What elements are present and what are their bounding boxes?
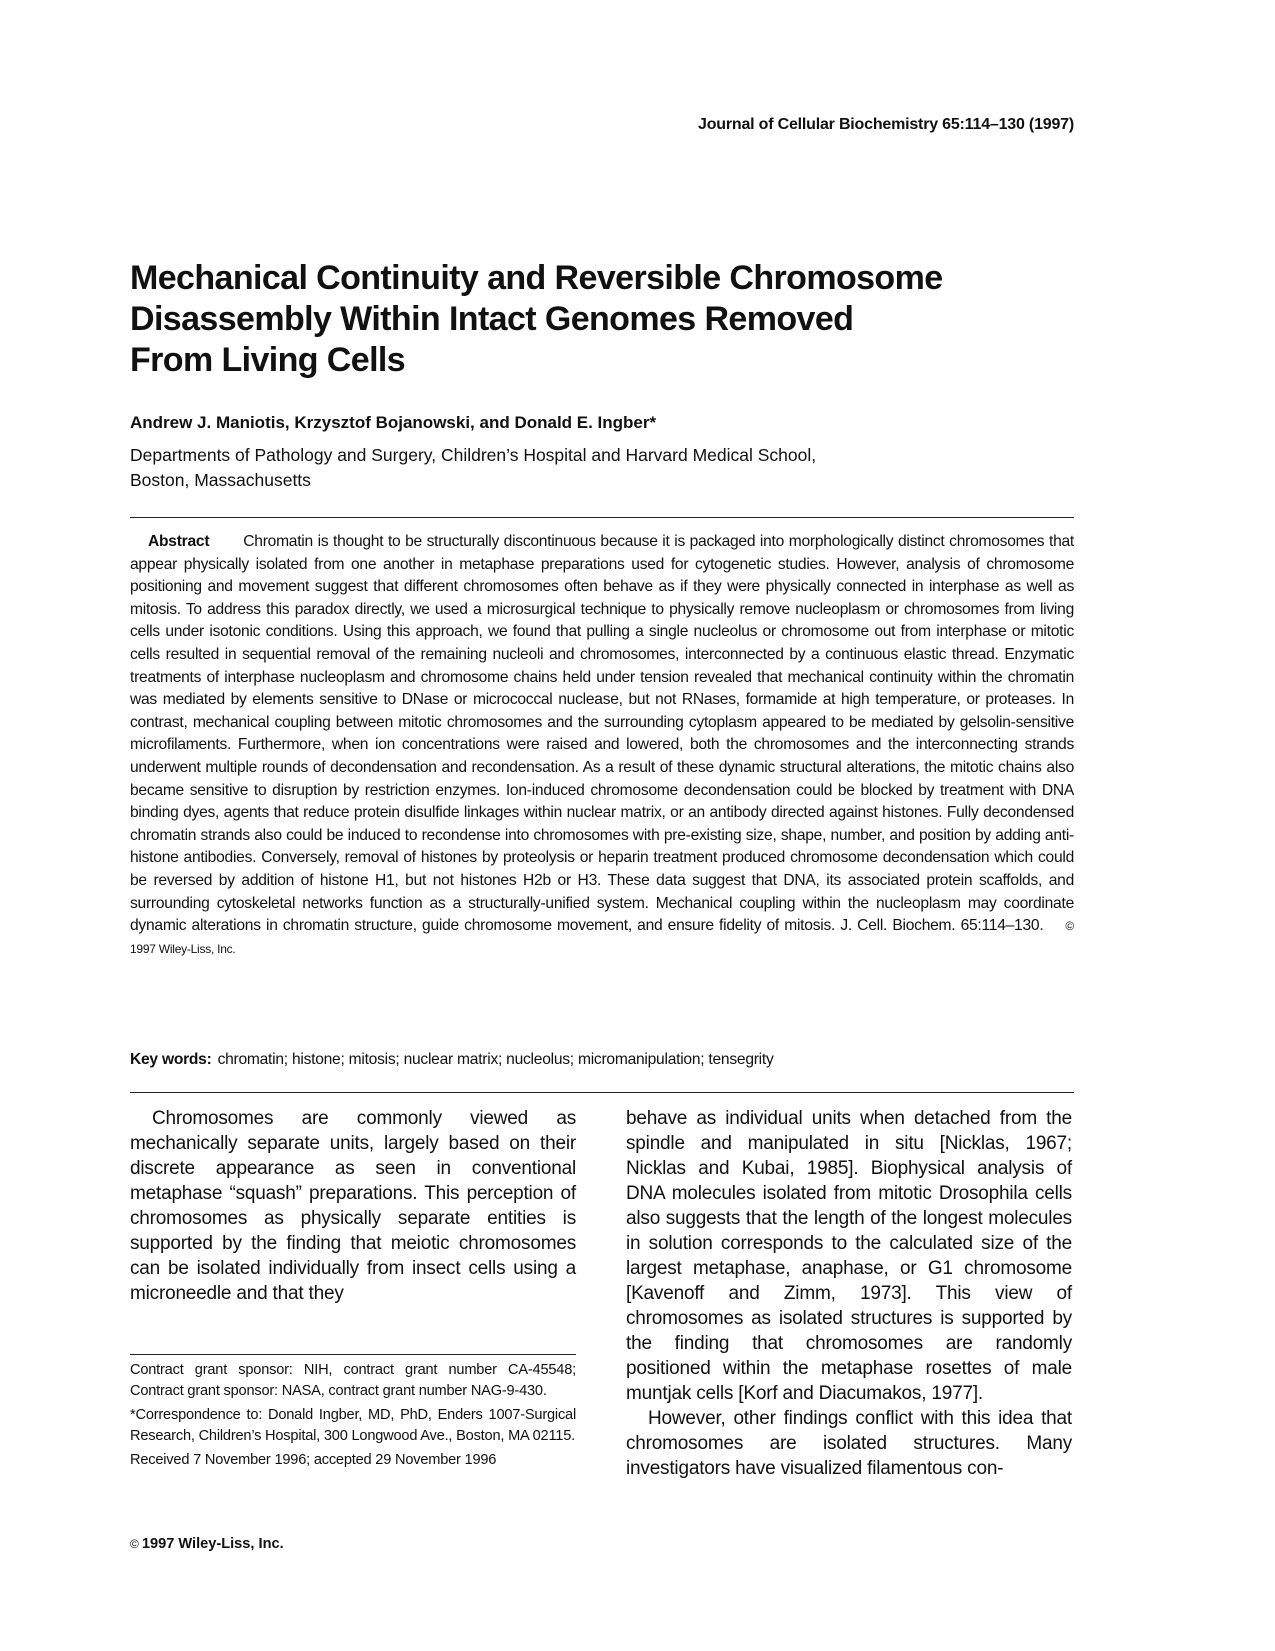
affiliation bbox=[130, 443, 1030, 493]
abstract bbox=[130, 531, 1074, 960]
footnote-correspondence: *Correspondence to: Donald Ingber, MD, PhD, Enders 1007-Surgical Research, Children’s Hospital, 300 Longwood Ave., Boston, MA 02115. bbox=[130, 1407, 576, 1444]
body-paragraph: However, other findings conflict with this idea that chromosomes are isolated structures. Many investigators have visualized filamentous con- bbox=[626, 1408, 1072, 1479]
keywords-text: chromatin; histone; mitosis; nuclear matrix; nucleolus; micromanipulation; tensegrity bbox=[217, 1051, 774, 1068]
title-line-2: Disassembly Within Intact Genomes Removed bbox=[130, 300, 854, 338]
body-column-left bbox=[130, 1106, 576, 1306]
abstract-text: Chromatin is thought to be structurally discontinuous because it is packaged into morphologically distinct chromosomes that appear physically isolated from one another in metaphase preparations used for cytogenetic studies. However, analysis of chromosome positioning and movement suggest that different chromosomes often behave as if they were physically connected in interphase as well as mitosis. To address this paradox directly, we used a microsurgical technique to physically remove nucleoplasm or chromosomes from living cells under isotonic conditions. Using this approach, we found that pulling a single nucleolus or chromosome out from interphase or mitotic cells resulted in sequential removal of the remaining nucleoli and chromosomes, interconnected by a continuous elastic thread. Enzymatic treatments of interphase nucleoplasm and chromosome chains held under tension revealed that mechanical continuity within the chromatin was mediated by elements sensitive to DNase or micrococcal nuclease, but not RNases, formamide at high temperature, or proteases. In contrast, mechanical coupling between mitotic chromosomes and the surrounding cytoplasm appeared to be mediated by gelsolin-sensitive microfilaments. Furthermore, when ion concentrations were raised and lowered, both the chromosomes and the interconnecting strands underwent multiple rounds of decondensation and recondensation. As a result of these dynamic structural alterations, the mitotic chains also became sensitive to disruption by restriction enzymes. Ion-induced chromosome decondensation could be blocked by treatment with DNA binding dyes, agents that reduce protein disulfide linkages within nuclear matrix, or an antibody directed against histones. Fully decondensed chromatin strands also could be induced to recondense into chromosomes with pre-existing size, shape, number, and position by adding anti-histone antibodies. Conversely, removal of histones by proteolysis or heparin treatment produced chromosome decondensation which could be reversed by addition of histone H1, but not histones H2b or H3. These data suggest that DNA, its associated protein scaffolds, and surrounding cytoskeletal networks function as a structurally-unified system. Mechanical coupling within the nucleoplasm may coordinate dynamic alterations in chromatin structure, guide chromosome movement, and ensure fidelity of mitosis. J. Cell. Biochem. 65:114–130. bbox=[130, 533, 1074, 935]
author-list: Andrew J. Maniotis, Krzysztof Bojanowski, and Donald E. Ingber* bbox=[130, 413, 657, 432]
article-title bbox=[130, 258, 1090, 381]
abstract-copyright: © 1997 Wiley-Liss, Inc. bbox=[130, 919, 1074, 956]
abstract-top-divider bbox=[130, 517, 1074, 518]
affiliation-line-2: Boston, Massachusetts bbox=[130, 470, 311, 490]
bottom-copyright bbox=[130, 1536, 284, 1552]
keywords bbox=[130, 1051, 1074, 1069]
title-line-3: From Living Cells bbox=[130, 341, 406, 379]
abstract-bottom-divider bbox=[130, 1092, 1074, 1093]
title-line-1: Mechanical Continuity and Reversible Chromosome bbox=[130, 259, 943, 297]
copyright-symbol: © bbox=[130, 1537, 139, 1551]
footnote-divider bbox=[130, 1354, 576, 1355]
keywords-label: Key words: bbox=[130, 1051, 212, 1068]
body-column-right bbox=[626, 1106, 1072, 1481]
affiliation-line-1: Departments of Pathology and Surgery, Children’s Hospital and Harvard Medical School, bbox=[130, 445, 817, 465]
footnote-grant: Contract grant sponsor: NIH, contract grant number CA-45548; Contract grant sponsor: NASA, contract grant number NAG-9-430. bbox=[130, 1362, 576, 1399]
body-paragraph: behave as individual units when detached from the spindle and manipulated in situ [Nicklas, 1967; Nicklas and Kubai, 1985]. Biophysical analysis of DNA molecules isolated from mitotic Drosophila cells also suggests that the length of the longest molecules in solution corresponds to the calculated size of the largest metaphase, anaphase, or G1 chromosome [Kavenoff and Zimm, 1973]. This view of chromosomes as isolated structures is supported by the finding that chromosomes are randomly positioned within the metaphase rosettes of male muntjak cells [Korf and Diacumakos, 1977]. bbox=[626, 1108, 1072, 1404]
abstract-label: Abstract bbox=[148, 533, 210, 550]
footnotes bbox=[130, 1360, 576, 1475]
copyright-text: 1997 Wiley-Liss, Inc. bbox=[141, 1536, 284, 1552]
journal-header: Journal of Cellular Biochemistry 65:114–130 (1997) bbox=[698, 116, 1074, 133]
footnote-received: Received 7 November 1996; accepted 29 November 1996 bbox=[130, 1452, 497, 1468]
body-paragraph: Chromosomes are commonly viewed as mechanically separate units, largely based on their discrete appearance as seen in conventional metaphase “squash” preparations. This perception of chromosomes as physically separate entities is supported by the finding that meiotic chromosomes can be isolated individually from insect cells using a microneedle and that they bbox=[130, 1108, 576, 1304]
